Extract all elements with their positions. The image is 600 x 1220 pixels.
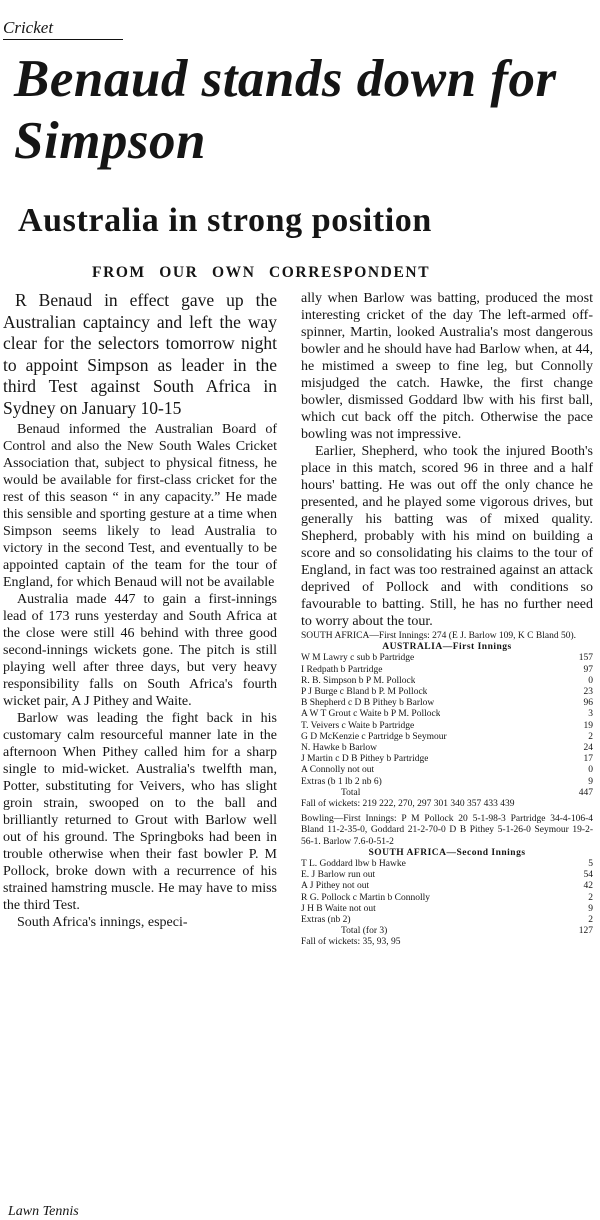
scorecard-batsman-line <box>301 743 593 754</box>
scorecard-aus-total <box>301 788 593 799</box>
article-paragraph: Australia made 447 to gain a first-innings lead of 173 runs yesterday and South Africa at the close were still 46 behind with three good second-innings wickets gone. The pitch is still playing well after three days, but very heavy responsibility falls on South Africa's fourth wicket pair, A J Pithey and Waite. <box>3 592 277 709</box>
lead-paragraph: R Benaud in effect gave up the Australian captaincy and left the way clear for the selectors tomorrow night to appoint Simpson as leader in the third Test against South Africa in Sydney on January 10-15 <box>3 290 277 418</box>
scorecard-sa-total <box>301 926 593 937</box>
scorecard-batsman-line <box>301 732 593 743</box>
batsman-runs: 54 <box>583 870 593 881</box>
scorecard-aus-fow: Fall of wickets: 219 222, 270, 297 301 340 357 433 439 <box>301 799 515 810</box>
scorecard-batsman-line <box>301 777 593 788</box>
scorecard-sa-first-innings: SOUTH AFRICA—First Innings: 274 (E J. Barlow 109, K C Bland 50). <box>301 631 576 641</box>
article-paragraph: Earlier, Shepherd, who took the injured Booth's place in this match, scored 96 in three and a half hours' batting. He was out off the only chance he presented, and he played some vigorous drives, but generally his batting was of mixed quality. Shepherd, probably with his mind on building a score and so consolidating his claims to the tour of England, in fact was too restrained against an attack deprived of Pollock and with conditions so favourable to batting. Still, he has no further need to worry about the tour. <box>301 444 593 629</box>
batsman-runs: 19 <box>583 720 593 731</box>
batsman-runs: 5 <box>588 859 593 870</box>
batsman-dismissal: R. B. Simpson b P M. Pollock <box>301 675 416 686</box>
article-column-left <box>3 290 277 931</box>
batsman-dismissal: N. Hawke b Barlow <box>301 743 377 754</box>
batsman-dismissal: A J Pithey not out <box>301 881 370 892</box>
scorecard-batsman-line <box>301 665 593 676</box>
batsman-runs: 157 <box>578 653 593 664</box>
scorecard-batsman-line <box>301 676 593 687</box>
scorecard-batsman-line <box>301 870 593 881</box>
total-runs: 447 <box>578 787 593 798</box>
batsman-runs: 23 <box>583 687 593 698</box>
scorecard-batsman-line <box>301 881 593 892</box>
batsman-dismissal: J Martin c D B Pithey b Partridge <box>301 754 429 765</box>
batsman-dismissal: R G. Pollock c Martin b Connolly <box>301 892 431 903</box>
batsman-runs: 97 <box>583 664 593 675</box>
batsman-dismissal: G D McKenzie c Partridge b Seymour <box>301 731 447 742</box>
scorecard-bowling: Bowling—First Innings: P M Pollock 20 5-1-98-3 Partridge 34-4-106-4 Bland 11-2-35-0, Goddard 21-2-70-0 D B Pithey 5-1-26-0 Seymour 19-2-56-1. Barlow 7.6-0-51-2 <box>301 814 593 847</box>
article-paragraph: South Africa's innings, especi- <box>17 915 188 930</box>
scorecard-batsman-line <box>301 915 593 926</box>
scorecard-batsman-line <box>301 721 593 732</box>
batsman-dismissal: Extras (b 1 lb 2 nb 6) <box>301 776 382 787</box>
byline: FROM OUR OWN CORRESPONDENT <box>92 264 431 281</box>
section-kicker: Cricket <box>3 18 123 40</box>
batsman-runs: 3 <box>588 709 593 720</box>
scorecard-sa-fow: Fall of wickets: 35, 93, 95 <box>301 937 401 948</box>
article-paragraph: ally when Barlow was batting, produced the most interesting cricket of the day The left-armed off-spinner, Martin, looked Australia's most dangerous bowler and he should have had Barlow when, at 44, he mistimed a sweep to fine leg, but Connolly misjudged the catch. Hawke, the first change bowler, dismissed Goddard lbw with his first ball, which cut back off the pitch. Otherwise the pace bowling was not impressive. <box>301 291 593 442</box>
scorecard <box>301 631 593 949</box>
batsman-dismissal: E. J Barlow run out <box>301 870 376 881</box>
scorecard-aus-header: AUSTRALIA—First Innings <box>382 642 512 653</box>
batsman-runs: 96 <box>583 698 593 709</box>
batsman-runs: 42 <box>583 881 593 892</box>
batsman-dismissal: P J Burge c Bland b P. M Pollock <box>301 687 428 698</box>
total-runs: 127 <box>578 926 593 937</box>
batsman-dismissal: T L. Goddard lbw b Hawke <box>301 859 406 870</box>
batsman-runs: 17 <box>583 754 593 765</box>
next-section-label: Lawn Tennis <box>8 1204 79 1219</box>
scorecard-aus-batting <box>301 653 593 787</box>
batsman-runs: 2 <box>588 915 593 926</box>
headline: Benaud stands down for Simpson <box>14 50 557 170</box>
batsman-runs: 24 <box>583 743 593 754</box>
article-paragraph: Benaud informed the Australian Board of Control and also the New South Wales Cricket Association that, subject to physical fitness, he would be available for first-class cricket for the rest of this season “ in any capacity.” He made this sensible and sporting gesture at a time when Simpson seems likely to lead Australia to victory in the second Test, and eventually to be appointed captain of the team for the tour of England, for which Benaud will not be available <box>3 422 277 590</box>
batsman-runs: 0 <box>588 765 593 776</box>
total-label: Total <box>341 787 361 798</box>
subheadline: Australia in strong position <box>18 202 432 239</box>
scorecard-sa-second-header: SOUTH AFRICA—Second Innings <box>368 847 526 858</box>
scorecard-sa-batting <box>301 859 593 926</box>
scorecard-batsman-line <box>301 698 593 709</box>
scorecard-batsman-line <box>301 754 593 765</box>
batsman-runs: 2 <box>588 731 593 742</box>
batsman-dismissal: J H B Waite not out <box>301 903 376 914</box>
batsman-dismissal: W M Lawry c sub b Partridge <box>301 653 415 664</box>
scorecard-batsman-line <box>301 687 593 698</box>
batsman-runs: 9 <box>588 776 593 787</box>
scorecard-batsman-line <box>301 904 593 915</box>
batsman-runs: 2 <box>588 892 593 903</box>
total-label: Total (for 3) <box>341 926 388 937</box>
batsman-dismissal: A W T Grout c Waite b P M. Pollock <box>301 709 441 720</box>
scorecard-batsman-line <box>301 653 593 664</box>
article-column-right <box>301 290 593 949</box>
batsman-dismissal: T. Veivers c Waite b Partridge <box>301 720 415 731</box>
batsman-dismissal: Extras (nb 2) <box>301 915 351 926</box>
batsman-dismissal: B Shepherd c D B Pithey b Barlow <box>301 698 435 709</box>
scorecard-batsman-line <box>301 893 593 904</box>
scorecard-batsman-line <box>301 709 593 720</box>
batsman-dismissal: I Redpath b Partridge <box>301 664 383 675</box>
batsman-dismissal: A Connolly not out <box>301 765 375 776</box>
scorecard-batsman-line <box>301 765 593 776</box>
article-paragraph: Barlow was leading the fight back in his customary calm resourceful manner late in the afternoon When Pithey called him for a sharp single to mid-wicket. Australia's twelfth man, Potter, substituting for Veivers, who has slight groin strain, swooped on to the ball and brilliantly returned to Grout with Barlow well out of his ground. The Springboks had been in trouble otherwise when their fast bowler P. M Pollock, broke down with a recurrence of his strained hamstring muscle. He may have to miss the third Test. <box>3 711 277 913</box>
batsman-runs: 0 <box>588 675 593 686</box>
batsman-runs: 9 <box>588 903 593 914</box>
scorecard-batsman-line <box>301 859 593 870</box>
